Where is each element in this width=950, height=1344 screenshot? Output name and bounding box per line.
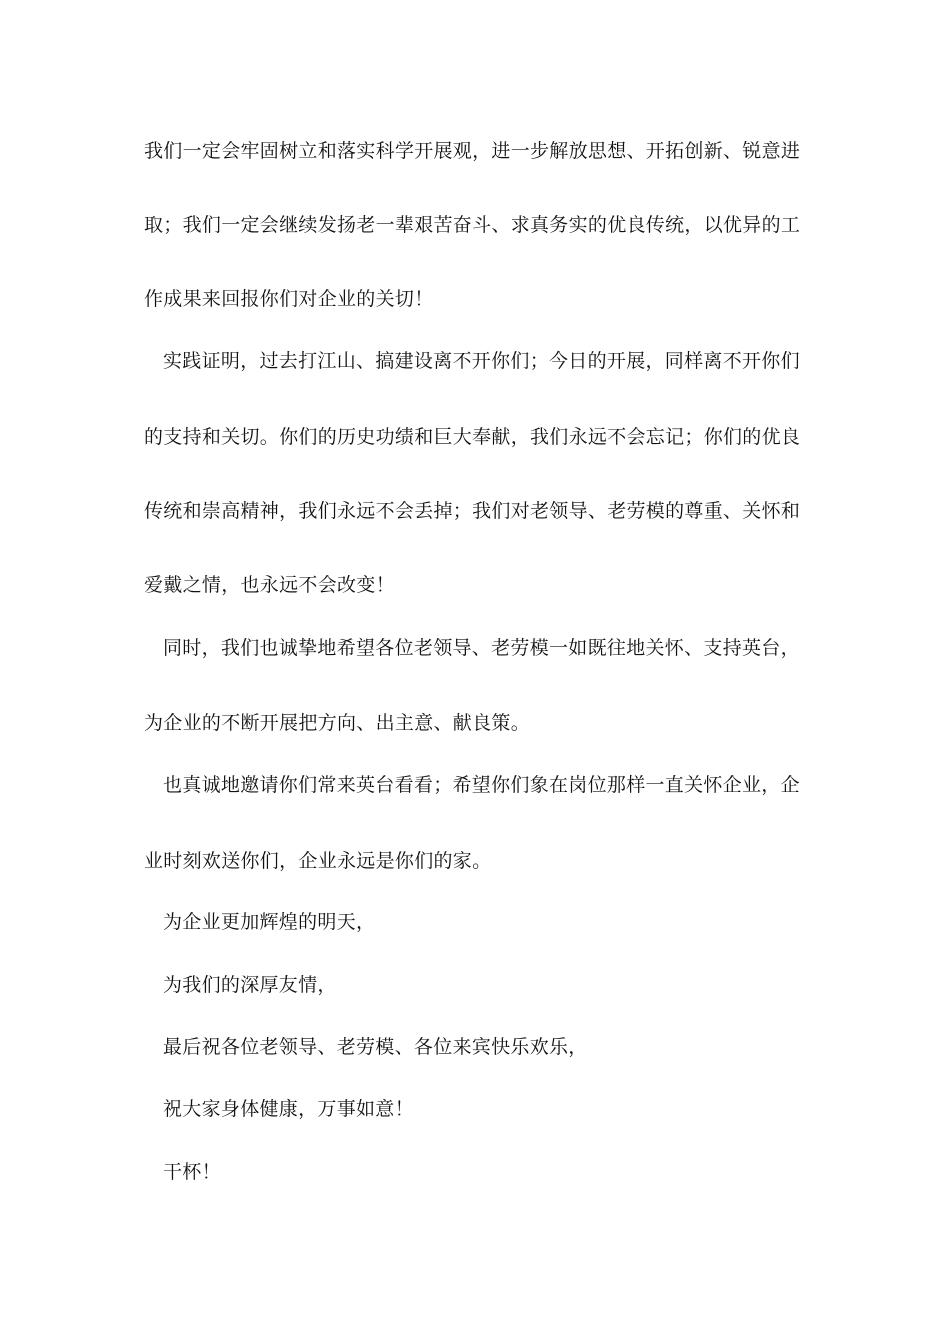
paragraph-3-line-1: 同时，我们也诚挚地希望各位老领导、老劳模一如既往地关怀、支持英台， bbox=[163, 637, 800, 659]
closing-line-1: 为企业更加辉煌的明天， bbox=[163, 911, 376, 933]
paragraph-1-line-2: 取；我们一定会继续发扬老一辈艰苦奋斗、求真务实的优良传统，以优异的工 bbox=[144, 214, 801, 236]
paragraph-2-line-4: 爱戴之情，也永远不会改变！ bbox=[144, 574, 395, 596]
paragraph-4-line-2: 业时刻欢送你们，企业永远是你们的家。 bbox=[144, 850, 492, 872]
paragraph-4-line-1: 也真诚地邀请你们常来英台看看；希望你们象在岗位那样一直关怀企业，企 bbox=[163, 774, 800, 796]
paragraph-1-line-1: 我们一定会牢固树立和落实科学开展观，进一步解放思想、开拓创新、锐意进 bbox=[144, 140, 801, 162]
closing-line-5: 干杯！ bbox=[163, 1161, 221, 1183]
closing-line-3: 最后祝各位老领导、老劳模、各位来宾快乐欢乐， bbox=[163, 1036, 588, 1058]
paragraph-3-line-2: 为企业的不断开展把方向、出主意、献良策。 bbox=[144, 712, 531, 734]
closing-line-4: 祝大家身体健康，万事如意！ bbox=[163, 1098, 414, 1120]
paragraph-2-line-2: 的支持和关切。你们的历史功绩和巨大奉献，我们永远不会忘记；你们的优良 bbox=[144, 426, 801, 448]
paragraph-2-line-1: 实践证明，过去打江山、搞建设离不开你们；今日的开展，同样离不开你们 bbox=[163, 350, 800, 372]
paragraph-1-line-3: 作成果来回报你们对企业的关切！ bbox=[144, 288, 434, 310]
paragraph-2-line-3: 传统和崇高精神，我们永远不会丢掉；我们对老领导、老劳模的尊重、关怀和 bbox=[144, 500, 801, 522]
closing-line-2: 为我们的深厚友情， bbox=[163, 974, 337, 996]
